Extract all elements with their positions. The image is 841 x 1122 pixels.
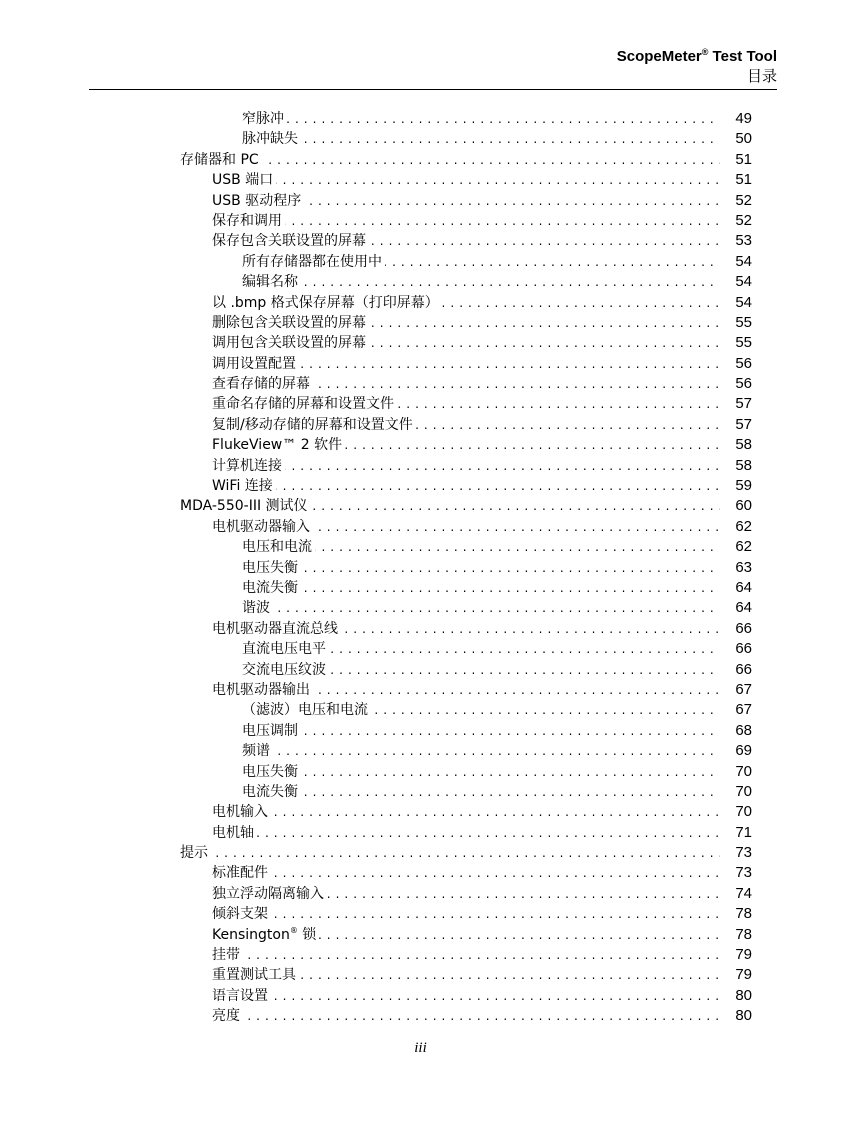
toc-entry-page: 62 xyxy=(735,517,752,535)
toc-entry-title-text: 电压失衡 xyxy=(242,559,298,576)
toc-entry[interactable] xyxy=(0,1006,841,1026)
toc-entry-title xyxy=(242,723,301,739)
toc-entry-title-text: 频谱 xyxy=(242,743,270,760)
toc-entry[interactable] xyxy=(0,272,841,292)
toc-entry-leader xyxy=(212,313,720,333)
toc-entry[interactable] xyxy=(0,945,841,965)
toc-entry-leader xyxy=(242,252,720,272)
toc-entry-page: 64 xyxy=(735,599,752,617)
toc-entry-title xyxy=(242,274,301,290)
toc-entry-title-text: 保存包含关联设置的屏幕 xyxy=(212,233,366,250)
toc-entry-title xyxy=(212,233,369,249)
toc-entry-title-text: 独立浮动隔离输入 xyxy=(212,885,324,902)
toc-entry-page: 58 xyxy=(735,456,752,474)
toc-entry-title-text: USB 端口 xyxy=(212,172,274,189)
toc-entry-title xyxy=(242,784,301,800)
toc-entry-page: 67 xyxy=(735,701,752,719)
toc-entry[interactable] xyxy=(0,925,841,945)
toc-entry-leader xyxy=(242,537,720,557)
toc-entry[interactable] xyxy=(0,293,841,313)
toc-entry-title xyxy=(212,335,369,351)
toc-entry-leader xyxy=(242,558,720,578)
toc-entry-page: 64 xyxy=(735,578,752,596)
toc-entry[interactable] xyxy=(0,354,841,374)
toc-entry-title-text: 直流电压电平 xyxy=(242,641,326,658)
toc-entry-title-text: 电机输入 xyxy=(212,804,268,821)
toc-entry-leader xyxy=(212,1006,720,1026)
toc-entry-page: 78 xyxy=(735,925,752,943)
toc-entry-title-text: 电机轴 xyxy=(212,824,254,841)
toc-entry-title-text: 重命名存储的屏幕和设置文件 xyxy=(212,396,394,413)
toc-entry-title-text: 亮度 xyxy=(212,1008,240,1025)
toc-entry-title xyxy=(212,478,276,494)
toc-entry-leader xyxy=(212,456,720,476)
toc-entry-title xyxy=(180,498,311,514)
toc-entry-leader xyxy=(212,517,720,537)
toc-entry-title-text: 交流电压纹波 xyxy=(242,661,326,678)
toc-entry[interactable] xyxy=(0,496,841,516)
toc-entry-title xyxy=(212,1008,243,1024)
toc-entry-leader xyxy=(212,394,720,414)
header-divider xyxy=(89,89,777,90)
toc-entry-leader xyxy=(212,476,720,496)
toc-entry[interactable] xyxy=(0,843,841,863)
registered-mark: ® xyxy=(289,925,298,935)
toc-entry-title-text: （滤波）电压和电流 xyxy=(242,702,368,719)
toc-entry-leader xyxy=(212,231,720,251)
toc-entry-page: 71 xyxy=(735,823,752,841)
toc-entry-page: 66 xyxy=(735,640,752,658)
toc-entry-title xyxy=(212,356,299,372)
toc-entry-page: 57 xyxy=(735,395,752,413)
toc-entry-leader xyxy=(212,211,720,231)
toc-entry-title-text: 电压失衡 xyxy=(242,763,298,780)
toc-entry[interactable] xyxy=(0,558,841,578)
toc-entry-title xyxy=(242,254,385,270)
toc-entry-page: 73 xyxy=(735,864,752,882)
toc-entry-leader xyxy=(212,884,720,904)
toc-entry[interactable] xyxy=(0,374,841,394)
toc-entry-title xyxy=(180,845,211,861)
toc-entry-leader xyxy=(212,619,720,639)
toc-entry-leader xyxy=(242,741,720,761)
toc-entry-page: 56 xyxy=(735,375,752,393)
toc-entry[interactable] xyxy=(0,109,841,129)
toc-entry-title-text: 删除包含关联设置的屏幕 xyxy=(212,314,366,331)
toc-entry-page: 57 xyxy=(735,415,752,433)
toc-entry-title-text: 脉冲缺失 xyxy=(242,131,298,148)
toc-entry-leader xyxy=(212,374,720,394)
document-title-name: ScopeMeter xyxy=(616,48,702,65)
toc-entry[interactable] xyxy=(0,415,841,435)
toc-entry-leader xyxy=(242,700,720,720)
toc-entry-title xyxy=(242,743,273,759)
toc-entry-title-text: FlukeView™ 2 软件 xyxy=(212,437,343,454)
toc-entry-leader xyxy=(180,150,720,170)
toc-entry-leader xyxy=(242,721,720,741)
toc-entry[interactable] xyxy=(0,394,841,414)
toc-entry-page: 78 xyxy=(735,905,752,923)
toc-entry-title xyxy=(212,458,285,474)
toc-entry-page: 58 xyxy=(735,436,752,454)
toc-entry-title-text: 电机驱动器输出 xyxy=(212,681,310,698)
toc-entry-title-text: 调用设置配置 xyxy=(212,355,296,372)
toc-entry[interactable] xyxy=(0,741,841,761)
toc-entry-leader xyxy=(242,272,720,292)
toc-entry[interactable] xyxy=(0,863,841,883)
toc-entry-leader xyxy=(180,496,720,516)
toc-entry-title-text: 保存和调用 xyxy=(212,212,282,229)
toc-entry[interactable] xyxy=(0,333,841,353)
toc-entry-page: 59 xyxy=(735,477,752,495)
toc-entry[interactable] xyxy=(0,435,841,455)
toc-entry-page: 54 xyxy=(735,252,752,270)
toc-entry[interactable] xyxy=(0,170,841,190)
toc-entry-page: 52 xyxy=(735,191,752,209)
toc-entry-page: 50 xyxy=(735,130,752,148)
toc-entry-title xyxy=(212,927,319,943)
toc-entry-title-text: 电流失衡 xyxy=(242,579,298,596)
toc-entry-leader xyxy=(242,109,720,129)
toc-entry-page: 56 xyxy=(735,354,752,372)
toc-entry-title-text: 调用包含关联设置的屏幕 xyxy=(212,335,366,352)
toc-entry-page: 49 xyxy=(735,110,752,127)
toc-entry[interactable] xyxy=(0,598,841,618)
toc-entry-title xyxy=(212,396,397,412)
toc-entry-title-text: 电流失衡 xyxy=(242,783,298,800)
toc-entry-title-text: Kensington xyxy=(212,926,290,943)
toc-entry[interactable] xyxy=(0,476,841,496)
toc-entry[interactable] xyxy=(0,252,841,272)
toc-entry-leader xyxy=(212,415,720,435)
toc-entry-title xyxy=(242,702,371,718)
toc-entry-leader xyxy=(212,191,720,211)
toc-entry[interactable] xyxy=(0,823,841,843)
toc-entry-title xyxy=(212,947,243,963)
toc-entry-page: 66 xyxy=(735,660,752,678)
toc-entry-title xyxy=(212,376,313,392)
toc-entry-title xyxy=(180,152,262,168)
toc-entry-title xyxy=(212,621,341,637)
toc-entry-title xyxy=(212,682,313,698)
toc-entry-page: 80 xyxy=(735,1007,752,1025)
toc-entry-leader xyxy=(212,354,720,374)
toc-entry-page: 80 xyxy=(735,986,752,1004)
toc-entry[interactable] xyxy=(0,191,841,211)
toc-entry-leader xyxy=(242,762,720,782)
toc-entry-title-text: 编辑名称 xyxy=(242,274,298,291)
toc-entry-leader xyxy=(242,639,720,659)
toc-entry-title-text: 语言设置 xyxy=(212,987,268,1004)
toc-entry-title xyxy=(242,131,301,147)
toc-entry-title xyxy=(212,988,271,1004)
toc-entry-page: 55 xyxy=(735,313,752,331)
toc-entry-title xyxy=(212,804,271,820)
toc-entry-title xyxy=(212,213,285,229)
toc-entry[interactable] xyxy=(0,313,841,333)
page-number-footer: iii xyxy=(414,1040,427,1056)
toc-entry-page: 73 xyxy=(735,844,752,862)
toc-entry-title-text: 挂带 xyxy=(212,947,240,964)
toc-entry-title-text: 重置测试工具 xyxy=(212,967,296,984)
toc-entry-page: 51 xyxy=(735,171,752,189)
document-title xyxy=(617,48,777,66)
toc-entry-title-text: 电机驱动器直流总线 xyxy=(212,620,338,637)
registered-mark: ® xyxy=(701,47,709,57)
toc-entry-title-text: 以 .bmp 格式保存屏幕（打印屏幕） xyxy=(212,294,439,311)
toc-entry[interactable] xyxy=(0,537,841,557)
toc-entry[interactable] xyxy=(0,762,841,782)
toc-entry-title-text: MDA-550-III 测试仪 xyxy=(180,498,308,515)
section-name: 目录 xyxy=(746,67,777,85)
toc-entry[interactable] xyxy=(0,578,841,598)
toc-entry-title-text: 倾斜支架 xyxy=(212,906,268,923)
toc-entry-page: 70 xyxy=(735,803,752,821)
toc-entry[interactable] xyxy=(0,802,841,822)
toc-entry-title xyxy=(212,865,271,881)
toc-entry-title xyxy=(212,967,299,983)
toc-entry[interactable] xyxy=(0,986,841,1006)
toc-entry-leader xyxy=(212,965,720,985)
toc-entry-leader xyxy=(212,333,720,353)
toc-entry-page: 53 xyxy=(735,232,752,250)
toc-entry-leader xyxy=(180,843,720,863)
toc-entry-page: 79 xyxy=(735,966,752,984)
toc-entry-page: 63 xyxy=(735,558,752,576)
toc-entry-title-text: WiFi 连接 xyxy=(212,478,273,495)
toc-entry[interactable] xyxy=(0,965,841,985)
toc-entry[interactable] xyxy=(0,619,841,639)
toc-entry-leader xyxy=(242,598,720,618)
toc-entry-title xyxy=(212,172,276,188)
toc-entry-page: 52 xyxy=(735,211,752,229)
toc-entry-leader xyxy=(212,823,720,843)
toc-entry-page: 54 xyxy=(735,293,752,311)
toc-entry-page: 62 xyxy=(735,538,752,556)
toc-entry-title-text: 电机驱动器输入 xyxy=(212,518,310,535)
toc-entry-page: 67 xyxy=(735,680,752,698)
toc-entry-page: 60 xyxy=(735,497,752,515)
toc-entry-leader xyxy=(212,945,720,965)
toc-entry-title xyxy=(242,600,273,616)
toc-entry-title-suffix: 锁 xyxy=(297,926,317,943)
toc-entry[interactable] xyxy=(0,456,841,476)
toc-entry[interactable] xyxy=(0,129,841,149)
toc-entry-title-text: 查看存储的屏幕 xyxy=(212,376,310,393)
toc-entry-title xyxy=(212,417,416,433)
table-of-contents xyxy=(0,109,841,1027)
toc-entry-title xyxy=(242,641,329,657)
toc-entry-title-text: 所有存储器都在使用中 xyxy=(242,253,382,270)
toc-entry-title xyxy=(242,580,301,596)
toc-entry-title xyxy=(212,825,257,841)
toc-entry-page: 70 xyxy=(735,782,752,800)
toc-entry[interactable] xyxy=(0,211,841,231)
toc-entry-page: 68 xyxy=(735,721,752,739)
toc-entry[interactable] xyxy=(0,721,841,741)
toc-entry-title xyxy=(242,539,315,555)
toc-entry-title-text: 窄脉冲 xyxy=(242,111,284,127)
toc-entry-title xyxy=(212,519,313,535)
toc-entry-leader xyxy=(242,660,720,680)
toc-entry-leader xyxy=(212,680,720,700)
toc-entry-page: 51 xyxy=(735,150,752,168)
toc-entry[interactable] xyxy=(0,680,841,700)
toc-entry-title xyxy=(212,193,304,209)
toc-entry-leader xyxy=(212,170,720,190)
toc-entry-page: 74 xyxy=(735,884,752,902)
toc-entry[interactable] xyxy=(0,884,841,904)
toc-entry-leader xyxy=(212,293,720,313)
toc-entry[interactable] xyxy=(0,639,841,659)
toc-entry-title xyxy=(242,560,301,576)
toc-entry[interactable] xyxy=(0,231,841,251)
toc-entry-title xyxy=(212,437,345,453)
toc-entry-title xyxy=(212,295,442,311)
toc-entry-title-text: 电压和电流 xyxy=(242,539,312,556)
toc-entry-title-text: 标准配件 xyxy=(212,865,268,882)
toc-entry-leader xyxy=(242,578,720,598)
toc-entry-title xyxy=(212,906,271,922)
toc-entry-leader xyxy=(212,802,720,822)
toc-entry-title-text: 计算机连接 xyxy=(212,457,282,474)
toc-entry-title xyxy=(242,662,329,678)
toc-entry-title xyxy=(242,764,301,780)
toc-entry-leader xyxy=(212,986,720,1006)
toc-entry[interactable] xyxy=(0,150,841,170)
toc-entry[interactable] xyxy=(0,904,841,924)
toc-entry-title-text: 提示 xyxy=(180,845,208,862)
toc-entry-leader xyxy=(212,904,720,924)
toc-entry-title xyxy=(212,315,369,331)
toc-entry[interactable] xyxy=(0,700,841,720)
toc-entry-page: 70 xyxy=(735,762,752,780)
toc-entry[interactable] xyxy=(0,517,841,537)
toc-entry-title xyxy=(212,886,327,902)
toc-entry-page: 79 xyxy=(735,946,752,964)
toc-entry-page: 69 xyxy=(735,742,752,760)
toc-entry-page: 66 xyxy=(735,619,752,637)
toc-entry[interactable] xyxy=(0,782,841,802)
toc-entry-title xyxy=(242,111,287,127)
toc-entry-title-text: 复制/移动存储的屏幕和设置文件 xyxy=(212,416,413,433)
toc-entry-page: 55 xyxy=(735,334,752,352)
toc-entry-leader xyxy=(212,925,720,945)
toc-entry[interactable] xyxy=(0,660,841,680)
toc-entry-leader xyxy=(242,782,720,802)
document-title-suffix: Test Tool xyxy=(708,48,777,65)
toc-entry-title-text: 谐波 xyxy=(242,600,270,617)
toc-entry-title-text: 电压调制 xyxy=(242,722,298,739)
toc-entry-page: 54 xyxy=(735,273,752,291)
running-header xyxy=(617,48,777,86)
toc-entry-leader xyxy=(212,863,720,883)
toc-entry-leader xyxy=(212,435,720,455)
toc-entry-title-text: 存储器和 PC xyxy=(180,151,259,168)
toc-entry-title-text: USB 驱动程序 xyxy=(212,192,302,209)
toc-entry-leader xyxy=(242,129,720,149)
